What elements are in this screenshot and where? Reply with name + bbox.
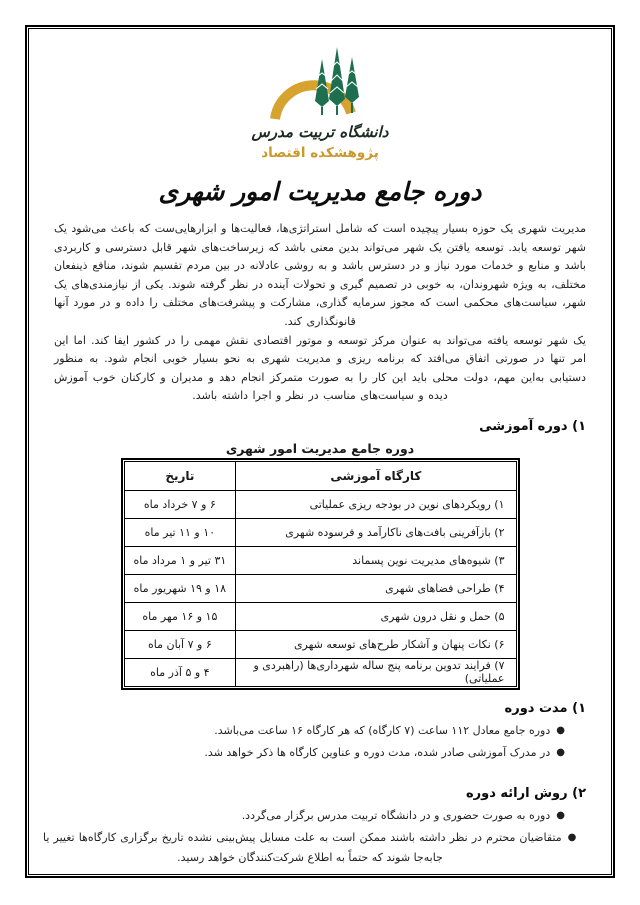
workshop-cell: ۵) حمل و نقل درون شهری	[236, 602, 516, 630]
bullet-dot-icon: ●	[556, 724, 565, 736]
table-row	[124, 574, 516, 602]
table-row	[124, 658, 516, 686]
bullet-item	[53, 722, 565, 742]
table-header-row	[124, 461, 516, 490]
date-cell: ۶ و ۷ آبان ماه	[124, 630, 236, 658]
document-content	[29, 29, 611, 874]
date-cell: ۱۰ و ۱۱ تیر ماه	[124, 518, 236, 546]
bullet-dot-icon: ●	[556, 747, 565, 759]
bullet-text: دوره به صورت حضوری و در دانشگاه تربیت مدرس برگزار می‌گردد.	[241, 808, 551, 822]
intro-paragraph-1: مدیریت شهری یک حوزه بسیار پیچیده است که شامل استراتژی‌ها، فعالیت‌ها و ابزارهایی‌ست که باعث می‌شود یک شهر توسعه یابد. توسعه یافتن یک شهر می‌تواند بدین معنی باشد که زیرساخت‌های شهر قابل دسترسی و کاربردی باشد و منابع و خدمات مورد نیاز و در دسترس باشد و به روشی عادلانه در بین مردم تقسیم شوند، منافع ذینفعان مختلف، به ویژه شهروندان، به خوبی در تصمیم گیری و تحولات آینده در نظر گرفته شوند. یکی از نیازمندی‌های یک شهر، سیاست‌های محکمی است که مجوز سرمایه گذاری، مشارکت و پیشرفت‌های مختلف را داده و در مورد آنها قانونگذاری کند.	[54, 222, 586, 328]
intro-paragraph-2: یک شهر توسعه یافته می‌تواند به عنوان مرکز توسعه و موتور اقتصادی نقش مهمی را در کشور ایفا کند. اما این امر تنها در صورتی اتفاق می‌افتد که برنامه ریزی و مدیریت شهری به نحو بسیار خوبی انجام شود. به منظور دستیابی به‌این مهم، دولت محلی باید این کار را به صورت متمرکز انجام دهد و مدیران و کارکنان خوب آموزش دیده و سیاست‌های مناسب در نظر و اجرا داشته باشد.	[54, 333, 586, 403]
workshop-cell: ۱) رویکردهای نوین در بودجه ریزی عملیاتی	[236, 490, 516, 518]
section-heading-method: ۲) روش ارائه دوره	[465, 785, 586, 801]
table-row	[124, 602, 516, 630]
bullet-item	[53, 807, 565, 827]
institute-name: پژوهشکده اقتصاد	[261, 145, 379, 161]
table-row	[124, 546, 516, 574]
logo-cypress-trees	[315, 47, 359, 115]
university-name: دانشگاه تربیت مدرس	[251, 123, 389, 141]
duration-bullets	[53, 722, 587, 764]
workshop-cell: ۲) بازآفرینی بافت‌های ناکارآمد و فرسوده شهری	[236, 518, 516, 546]
page-border	[25, 25, 615, 878]
bullet-item	[53, 744, 565, 764]
letterhead	[53, 43, 587, 161]
university-logo-icon	[245, 43, 395, 127]
column-header-workshop: کارگاه آموزشی	[236, 461, 516, 490]
section-heading-course: ۱) دوره آموزشی	[479, 418, 586, 434]
workshop-cell: ۴) طراحی فضاهای شهری	[236, 574, 516, 602]
bullet-item	[43, 829, 577, 867]
course-table	[121, 458, 520, 690]
bullet-dot-icon: ●	[567, 832, 577, 844]
method-bullets	[43, 807, 587, 868]
date-cell: ۱۸ و ۱۹ شهریور ماه	[124, 574, 236, 602]
table-row	[124, 490, 516, 518]
document-title: دوره جامع مدیریت امور شهری	[158, 177, 482, 206]
workshop-cell: ۳) شیوه‌های مدیریت نوین پسماند	[236, 546, 516, 574]
column-header-date: تاریخ	[124, 461, 236, 490]
section-heading-duration: ۱) مدت دوره	[504, 700, 586, 716]
page-border-inner	[28, 28, 612, 875]
date-cell: ۶ و ۷ خرداد ماه	[124, 490, 236, 518]
workshop-cell: ۷) فرایند تدوین برنامه پنج ساله شهرداری‌ها (راهبردی و عملیاتی)	[236, 658, 516, 686]
workshop-cell: ۶) نکات پنهان و آشکار طرح‌های توسعه شهری	[236, 630, 516, 658]
date-cell: ۳۱ تیر و ۱ مرداد ماه	[124, 546, 236, 574]
date-cell: ۴ و ۵ آذر ماه	[124, 658, 236, 686]
course-table-title: دوره جامع مدیریت امور شهری	[225, 440, 415, 456]
table-row	[124, 518, 516, 546]
bullet-text: متقاضیان محترم در نظر داشته باشند ممکن است به علت مسایل پیش‌بینی نشده تاریخ برگزاری کارگاه‌ها تغییر یا جابه‌جا شوند که حتماً به اطلاع شرکت‌کنندگان خواهد رسید.	[43, 831, 562, 864]
bullet-dot-icon: ●	[556, 809, 565, 821]
date-cell: ۱۵ و ۱۶ مهر ماه	[124, 602, 236, 630]
bullet-text: دوره جامع معادل ۱۱۲ ساعت (۷ کارگاه) که هر کارگاه ۱۶ ساعت می‌باشد.	[214, 723, 551, 737]
intro-section	[54, 220, 586, 406]
bullet-text: در مدرک آموزشی صادر شده، مدت دوره و عناوین کارگاه ها ذکر خواهد شد.	[204, 746, 551, 760]
table-row	[124, 630, 516, 658]
